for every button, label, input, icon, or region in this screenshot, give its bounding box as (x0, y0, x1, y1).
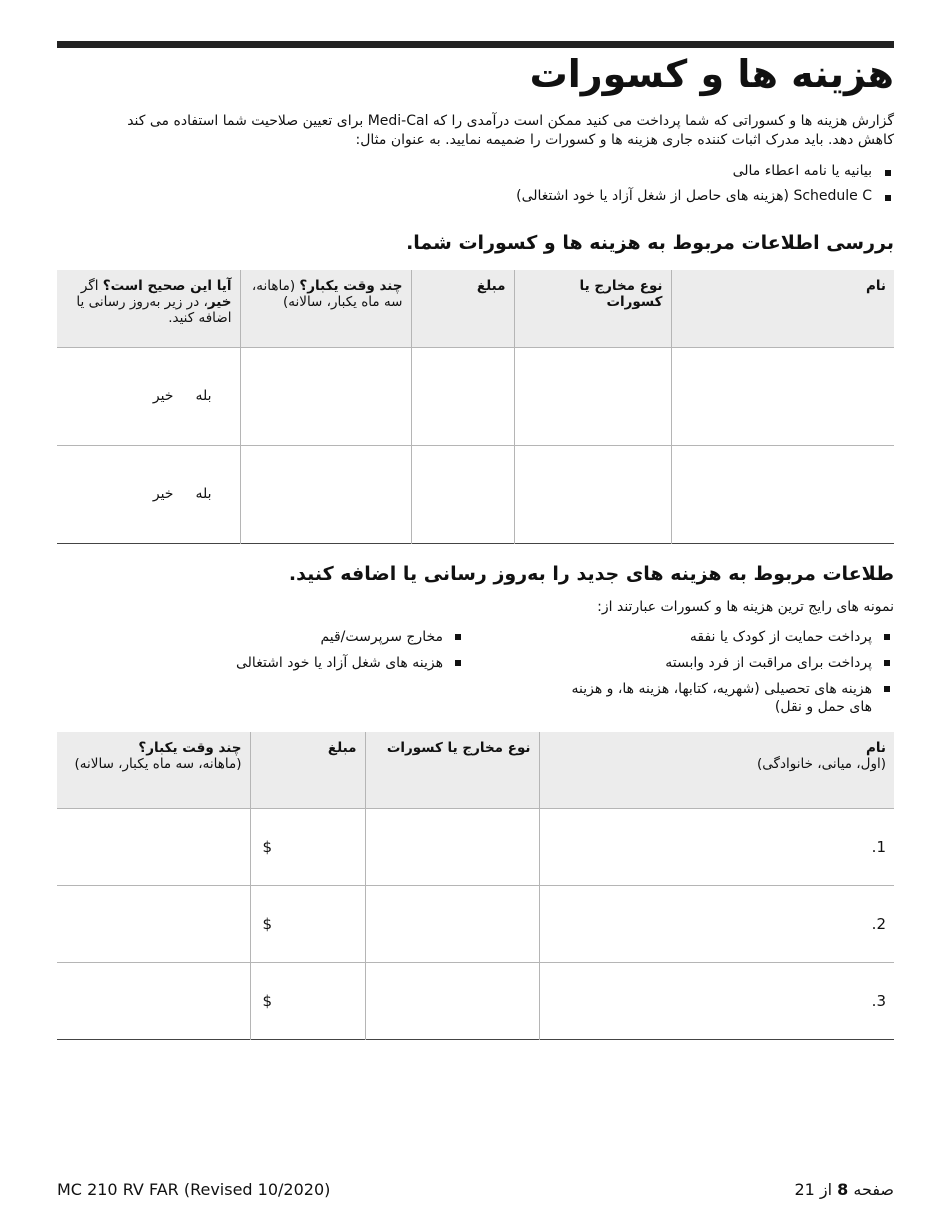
col-how-often-header: چند وقت یکبار؟ (ماهانه، سه ماه یکبار، سالانه) (240, 270, 411, 347)
name-cell[interactable] (539, 808, 894, 885)
table-row (57, 962, 894, 1039)
examples-list-left (225, 628, 465, 680)
intro-paragraph (54, 112, 894, 150)
col-how-often-header: چند وقت یکبار؟ (ماهانه، سه ماه یکبار، سالانه) (57, 732, 250, 808)
name-cell[interactable] (539, 962, 894, 1039)
dollar-sign: $ (262, 991, 273, 1010)
no-option[interactable]: خیر (152, 388, 174, 404)
review-heading: بررسی اطلاعات مربوط به هزینه ها و کسورات شما. (406, 232, 894, 254)
page-number: صفحه 8 از 21 (794, 1180, 894, 1199)
correct-cell (57, 445, 240, 543)
col-type-header: نوع مخارج یا کسورات (365, 732, 539, 808)
dollar-sign: $ (262, 837, 273, 856)
intro-line-2: کاهش دهد. باید مدرک اثبات کننده جاری هزینه ها و کسورات را ضمیمه نمایید. به عنوان مثال: (355, 132, 894, 148)
type-cell (514, 347, 671, 445)
col-correct-header: آیا این صحیح است؟ اگر خیر، در زیر به‌روز رسانی یا اضافه کنید. (57, 270, 240, 347)
add-table (57, 732, 894, 1040)
col-type-header: نوع مخارج یا کسورات (514, 270, 671, 347)
form-id: MC 210 RV FAR (Revised 10/2020) (57, 1180, 331, 1199)
add-heading: طلاعات مربوط به هزینه های جدید را به‌روز رسانی یا اضافه کنید. (288, 563, 894, 585)
how-often-cell (240, 445, 411, 543)
yes-option[interactable]: بله (195, 388, 212, 404)
page-title: هزینه ها و کسورات (529, 52, 894, 96)
row-number: 3. (871, 991, 886, 1010)
intro-bullet: بیانیه یا نامه اعطاء مالی (516, 163, 894, 179)
amount-cell (411, 347, 514, 445)
example-item: مخارج سرپرست/قیم (225, 628, 465, 646)
examples-lead: نمونه های رایج ترین هزینه ها و کسورات عبارتند از: (597, 599, 894, 615)
example-item: هزینه های تحصیلی (شهریه، کتابها، هزینه ها، و هزینه های حمل و نقل) (554, 680, 894, 716)
review-header-row (57, 270, 894, 347)
name-cell (671, 347, 894, 445)
how-often-cell[interactable] (57, 808, 250, 885)
table-row (57, 808, 894, 885)
review-table (57, 270, 894, 544)
how-often-cell (240, 347, 411, 445)
correct-cell (57, 347, 240, 445)
type-cell[interactable] (365, 962, 539, 1039)
amount-cell[interactable] (250, 885, 365, 962)
amount-cell[interactable] (250, 808, 365, 885)
name-cell (671, 445, 894, 543)
amount-cell[interactable] (250, 962, 365, 1039)
dollar-sign: $ (262, 914, 273, 933)
top-rule (57, 41, 894, 48)
table-row (57, 347, 894, 445)
intro-bullet-list (516, 163, 894, 213)
yes-option[interactable]: بله (195, 486, 212, 502)
type-cell[interactable] (365, 885, 539, 962)
how-often-cell[interactable] (57, 885, 250, 962)
col-name-header: نام (671, 270, 894, 347)
row-number: 2. (871, 914, 886, 933)
how-often-cell[interactable] (57, 962, 250, 1039)
amount-cell (411, 445, 514, 543)
example-item: پرداخت حمایت از کودک یا نفقه (554, 628, 894, 646)
example-item: پرداخت برای مراقبت از فرد وابسته (554, 654, 894, 672)
row-number: 1. (871, 837, 886, 856)
examples-list-right (554, 628, 894, 724)
type-cell[interactable] (365, 808, 539, 885)
col-name-header: نام (اول، میانی، خانوادگی) (539, 732, 894, 808)
table-row (57, 445, 894, 543)
col-amount-header: مبلغ (411, 270, 514, 347)
example-item: هزینه های شغل آزاد یا خود اشتغالی (225, 654, 465, 672)
intro-bullet: Schedule C (هزینه های حاصل از شغل آزاد یا خود اشتغالی) (516, 188, 894, 204)
col-amount-header: مبلغ (250, 732, 365, 808)
table-row (57, 885, 894, 962)
intro-line-1: گزارش هزینه ها و کسوراتی که شما پرداخت می کنید ممکن است درآمدی را که Medi-Cal برای تعیین صلاحیت شما استفاده می کند (127, 113, 894, 129)
no-option[interactable]: خیر (152, 486, 174, 502)
add-header-row (57, 732, 894, 808)
type-cell (514, 445, 671, 543)
name-cell[interactable] (539, 885, 894, 962)
